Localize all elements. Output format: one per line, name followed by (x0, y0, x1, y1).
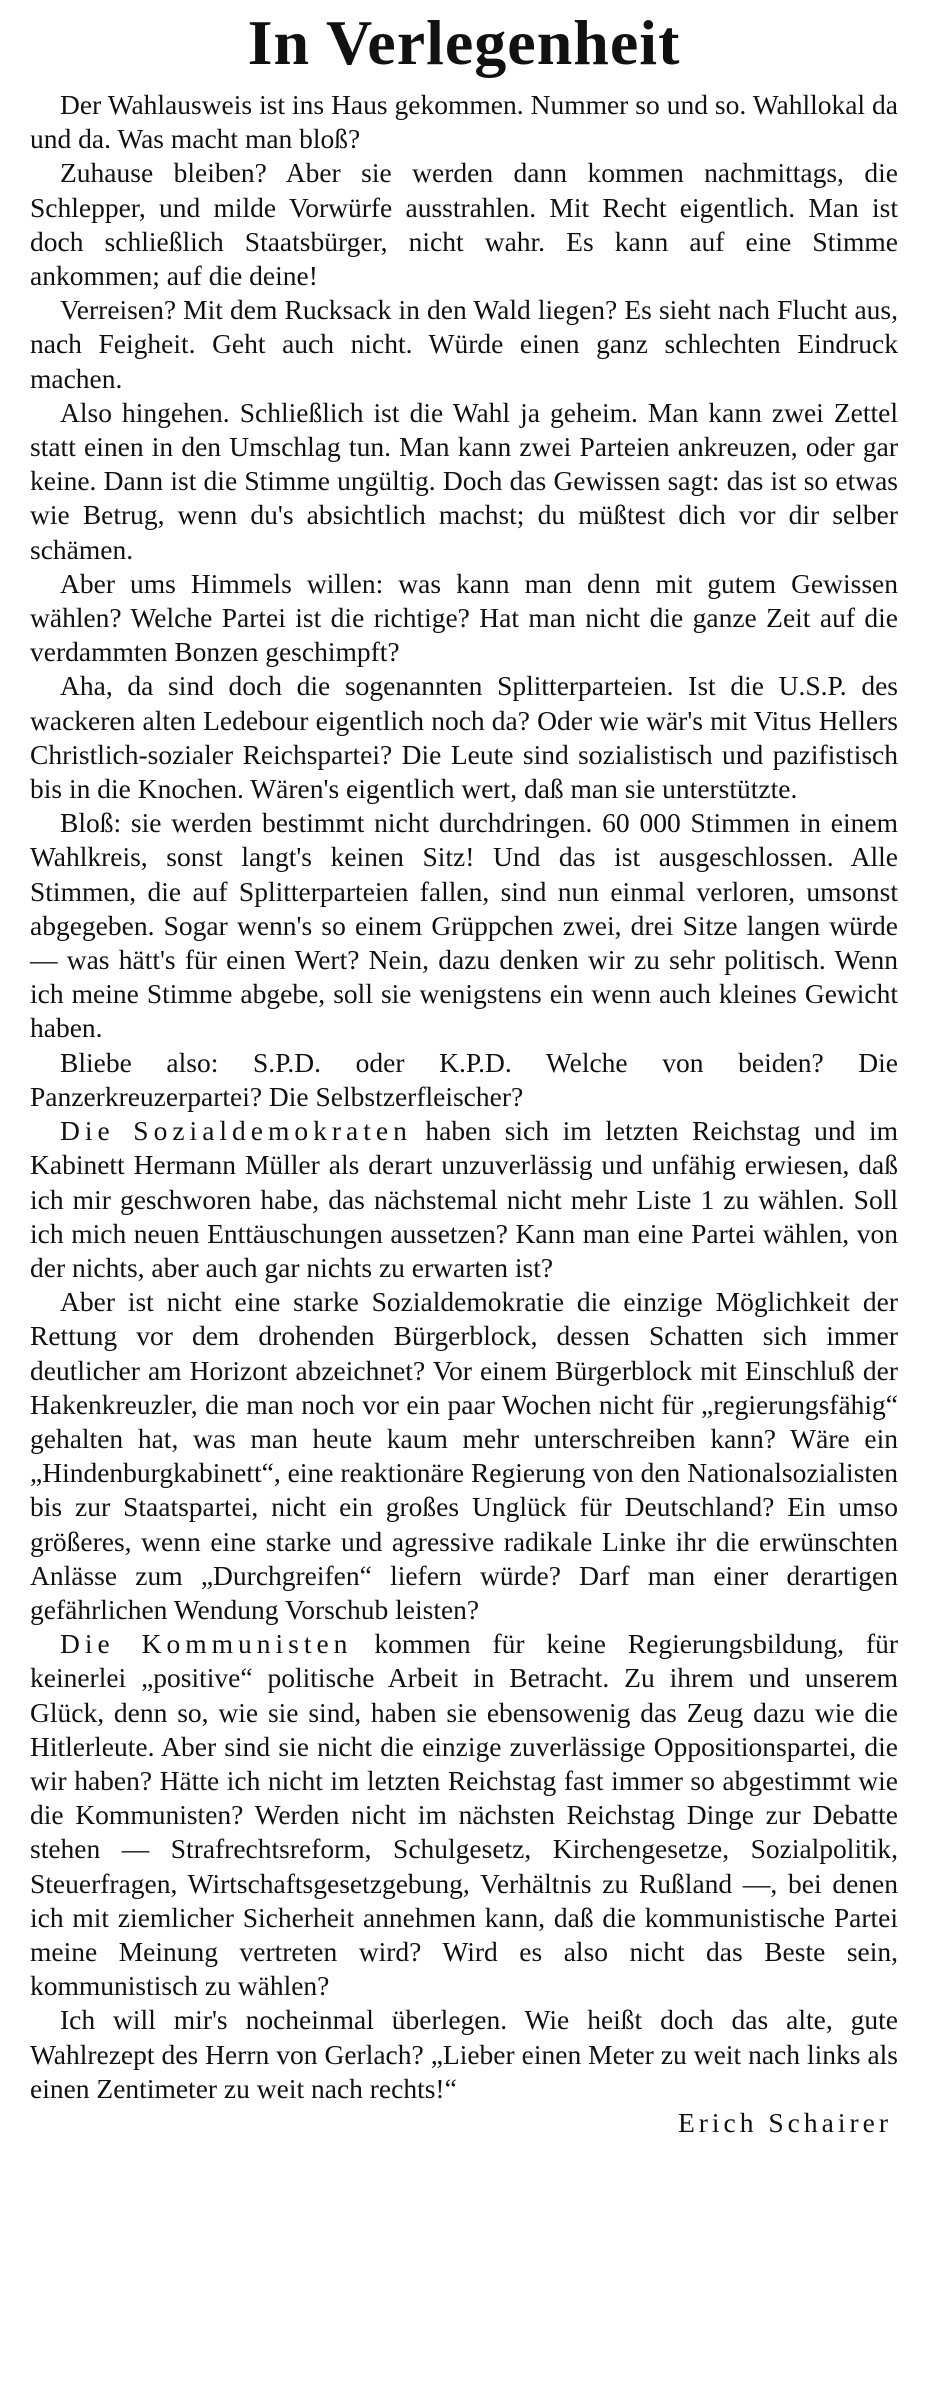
author-signature: Erich Schairer (677, 2106, 892, 2138)
paragraph-text: kommen für keine Regierungsbildung, für keinerlei „positive“ politische Arbeit in Betracht. Zu ihrem und unserem Glück, denn so, wie sie sind, haben sie ebensowenig das Zeug dazu wie die Hitlerleute. Aber sind sie nicht die einzige zuverlässige Oppositionspartei, die wir haben? Hätte ich nicht im letzten Reichstag fast immer so abgestimmt wie die Kommunisten? Werden nicht im nächsten Reichstag Dinge zur Debatte stehen — Strafrechtsreform, Schulgesetz, Kirchengesetze, Sozialpolitik, Steuerfragen, Wirtschaftsgesetzgebung, Verhältnis zu Rußland —, bei denen ich mit ziemlicher Sicherheit annehmen kann, daß die kommunistische Partei meine Meinung vertreten wird? Wird es also nicht das Beste sein, kommunistisch zu wählen? (30, 1628, 898, 2002)
paragraph: Ich will mir's nocheinmal überlegen. Wie heißt doch das alte, gute Wahlrezept des Herrn von Gerlach? „Lieber einen Meter zu weit nach links als einen Zentimeter zu weit nach rechts!“ (30, 2004, 898, 2104)
paragraph: Also hingehen. Schließlich ist die Wahl ja geheim. Man kann zwei Zettel statt einen in den Umschlag tun. Man kann zwei Parteien ankreuzen, oder gar keine. Dann ist die Stimme ungültig. Doch das Gewissen sagt: das ist so etwas wie Betrug, wenn du's absichtlich machst; du müßtest dich vor dir selber schämen. (30, 396, 898, 565)
paragraph: Aber ums Himmels willen: was kann man denn mit gutem Gewissen wählen? Welche Partei ist die richtige? Hat man nicht die ganze Zeit auf die verdammten Bonzen geschimpft? (30, 567, 898, 668)
paragraph-text: haben sich im letzten Reichstag und im Kabinett Hermann Müller als derart unzuverlässig und unfähig erwiesen, daß ich mir geschworen habe, das nächstemal nicht mehr Liste 1 zu wählen. Soll ich mich neuen Enttäuschungen aussetzen? Kann man eine Partei wählen, von der nichts, aber auch gar nichts zu erwarten ist? (30, 1115, 898, 1283)
paragraph: Verreisen? Mit dem Rucksack in den Wald liegen? Es sieht nach Flucht aus, nach Feigheit. Geht auch nicht. Würde einen ganz schlechten Eindruck machen. (30, 294, 898, 394)
paragraph: Bliebe also: S.P.D. oder K.P.D. Welche von beiden? Die Panzerkreuzerpartei? Die Selbstzerfleischer? (30, 1046, 898, 1112)
paragraph: Aber ist nicht eine starke Sozialdemokratie die einzige Möglichkeit der Rettung vor dem drohenden Bürgerblock, dessen Schatten sich immer deutlicher am Horizont abzeichnet? Vor einem Bürgerblock mit Einschluß der Hakenkreuzler, die man noch vor ein paar Wochen nicht für „regierungsfähig“ gehalten hat, was man heute kaum mehr unterschreiben kann? Wäre ein „Hindenburgkabinett“, eine reaktionäre Regierung von den Nationalsozialisten bis zur Staatspartei, nicht ein großes Unglück für Deutschland? Ein umso größeres, wenn eine starke und agressive radikale Linke ihr die erwünschten Anlässe zum „Durchgreifen“ liefern würde? Darf man einer derartigen gefährlichen Wendung Vorschub leisten? (30, 1286, 898, 1625)
paragraph: Der Wahlausweis ist ins Haus gekommen. Nummer so und so. Wahllokal da und da. Was macht man bloß? (30, 89, 898, 155)
paragraph (30, 1114, 898, 1285)
paragraph: Bloß: sie werden bestimmt nicht durchdringen. 60 000 Stimmen in einem Wahlkreis, sonst langt's keinen Sitz! Und das ist ausgeschlossen. Alle Stimmen, die auf Splitterparteien fallen, sind nun einmal verloren, umsonst abgegeben. Sogar wenn's so einem Grüppchen zwei, drei Sitze langen würde — was hätt's für einen Wert? Nein, dazu denken wir zu sehr politisch. Wenn ich meine Stimme abgebe, soll sie wenigstens ein wenn auch kleines Gewicht haben. (30, 807, 898, 1044)
spaced-party-name: Die Sozialdemokraten (60, 1115, 412, 1147)
article-title: In Verlegenheit (247, 7, 681, 78)
paragraph (30, 1627, 898, 2003)
paragraph: Aha, da sind doch die sogenannten Splitterparteien. Ist die U.S.P. des wackeren alten Ledebour eigentlich noch da? Oder wie wär's mit Vitus Hellers Christlich-sozialer Reichspartei? Die Leute sind sozialistisch und pazifistisch bis in die Knochen. Wären's eigentlich wert, daß man sie unterstützte. (30, 670, 898, 805)
article (30, 0, 898, 2140)
spaced-party-name: Die Kommunisten (60, 1628, 353, 1660)
article-body (30, 88, 898, 2140)
paragraph: Zuhause bleiben? Aber sie werden dann kommen nachmittags, die Schlepper, und milde Vorwürfe ausstrahlen. Mit Recht eigentlich. Man ist doch schließlich Staatsbürger, nicht wahr. Es kann auf eine Stimme ankommen; auf die deine! (30, 157, 898, 292)
